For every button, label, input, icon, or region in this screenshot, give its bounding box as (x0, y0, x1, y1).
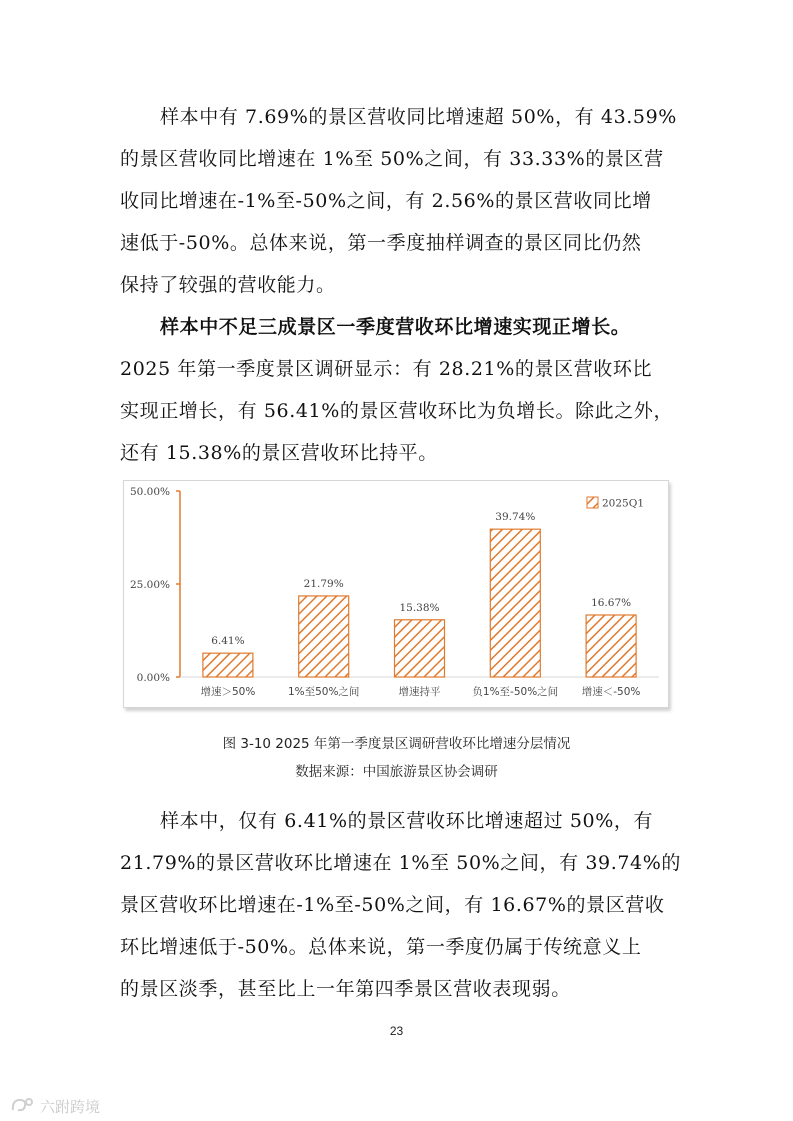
text-line: 2025 年第一季度景区调研显示：有 28.21%的景区营收环比 (120, 358, 653, 380)
watermark-logo-icon (10, 1096, 36, 1116)
category-label: 增速＜-50% (581, 686, 641, 698)
bar (203, 653, 253, 677)
y-tick-label: 25.00% (129, 579, 170, 591)
text-line: 21.79%的景区营收环比增速在 1%至 50%之间，有 39.74%的 (120, 852, 681, 874)
text-line: 样本中，仅有 6.41%的景区营收环比增速超过 50%，有 (160, 810, 654, 832)
mom-growth-bar-chart (123, 480, 669, 708)
data-label: 15.38% (399, 601, 440, 614)
data-label: 21.79% (303, 577, 344, 590)
category-label: 1%至50%之间 (287, 686, 360, 698)
paragraph-mom-growth (120, 306, 672, 474)
bar (490, 529, 540, 677)
data-label: 6.41% (211, 635, 245, 648)
y-tick-label: 0.00% (136, 672, 170, 684)
text-line: 环比增速低于-50%。总体来说，第一季度仍属于传统意义上 (120, 936, 642, 958)
chart-svg (124, 481, 668, 707)
watermark-text: 六跗跨境 (40, 1097, 101, 1116)
legend-label: 2025Q1 (602, 497, 645, 510)
watermark (10, 1094, 100, 1118)
legend-swatch (587, 497, 598, 508)
text-line: 的景区淡季，甚至比上一年第四季景区营收表现弱。 (120, 978, 571, 1000)
text-line: 实现正增长，有 56.41%的景区营收环比为负增长。除此之外， (120, 400, 674, 422)
data-label: 39.74% (495, 511, 536, 524)
text-line: 收同比增速在-1%至-50%之间，有 2.56%的景区营收同比增 (120, 190, 652, 212)
category-label: 负1%至-50%之间 (472, 686, 559, 698)
text-line: 的景区营收同比增速在 1%至 50%之间，有 33.33%的景区营 (120, 148, 664, 170)
figure-source: 数据来源：中国旅游景区协会调研 (295, 764, 498, 780)
paragraph-lead-sentence: 样本中不足三成景区一季度营收环比增速实现正增长。 (160, 316, 631, 338)
figure-caption: 图 3-10 2025 年第一季度景区调研营收环比增速分层情况 (222, 736, 571, 752)
paragraph-mom-detail (120, 800, 681, 1010)
text-line: 景区营收环比增速在-1%至-50%之间，有 16.67%的景区营收 (120, 894, 665, 916)
bar (586, 615, 636, 677)
text-line: 保持了较强的营收能力。 (120, 274, 336, 296)
text-line: 速低于-50%。总体来说，第一季度抽样调查的景区同比仍然 (120, 232, 642, 254)
bar (395, 620, 445, 677)
text-line: 样本中有 7.69%的景区营收同比增速超 50%，有 43.59% (160, 106, 677, 128)
paragraph-yoy-growth (120, 96, 677, 306)
data-label: 16.67% (591, 596, 632, 609)
category-label: 增速持平 (398, 686, 441, 698)
y-tick-label: 50.00% (129, 486, 170, 498)
text-line: 还有 15.38%的景区营收环比持平。 (120, 442, 438, 464)
page-number: 23 (389, 1024, 404, 1038)
bar (299, 596, 349, 677)
category-label: 增速＞50% (200, 686, 256, 698)
